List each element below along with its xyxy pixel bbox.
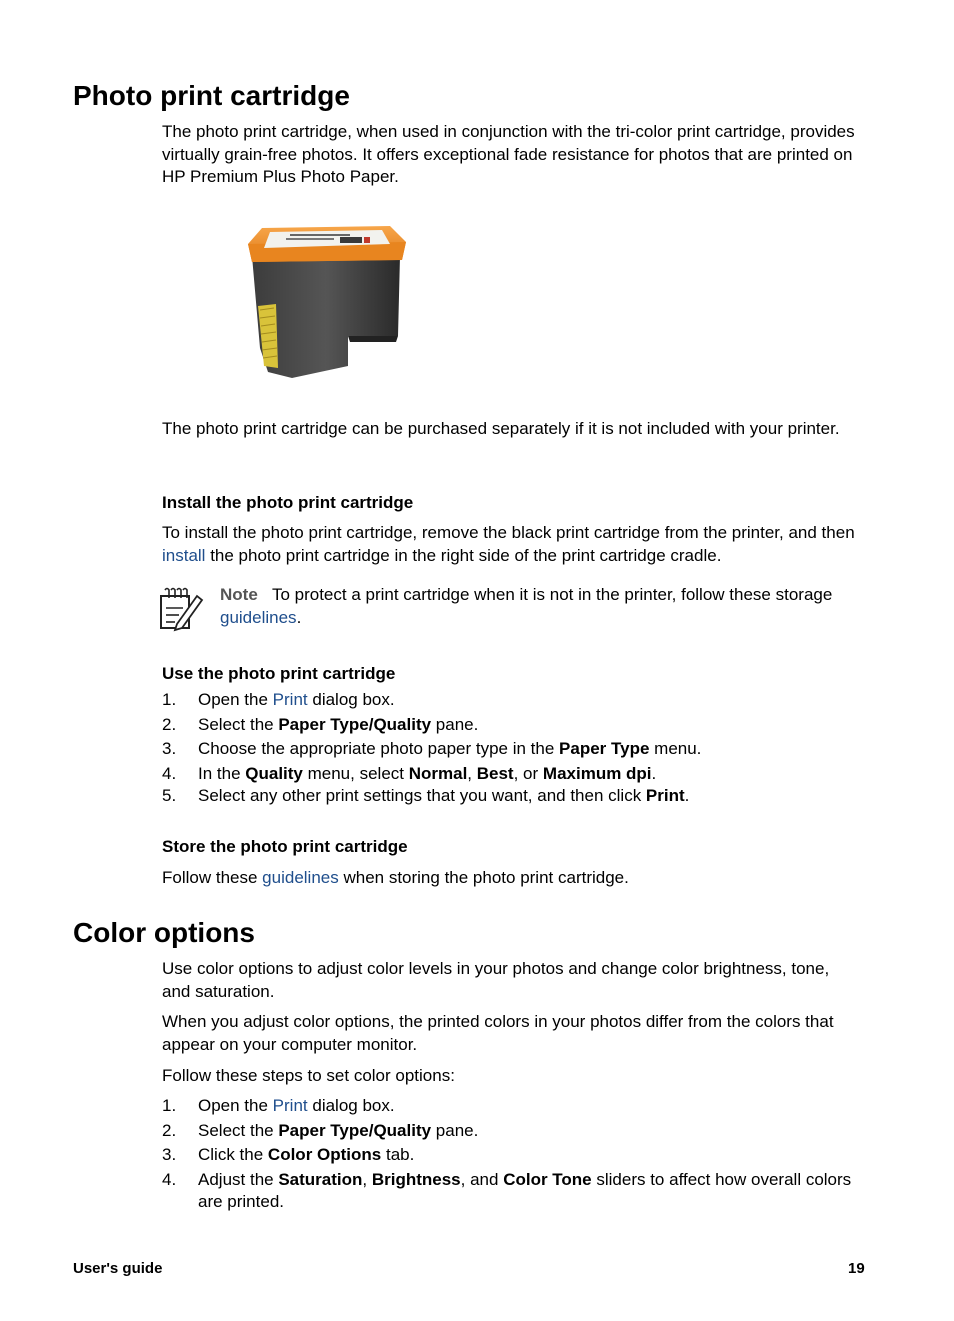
step-number: 2. <box>162 714 177 734</box>
store-text-after: when storing the photo print cartridge. <box>338 868 629 887</box>
note-paragraph <box>220 584 840 629</box>
step-bold: Best <box>476 763 514 783</box>
store-paragraph <box>162 867 862 890</box>
note-text-before: To protect a print cartridge when it is not in the printer, follow these storage <box>271 585 833 604</box>
use-steps-list <box>162 689 862 808</box>
step-bold: Paper Type/Quality <box>278 714 432 734</box>
list-item <box>162 1169 862 1214</box>
step-text: , and <box>460 1169 504 1189</box>
step-text: menu, select <box>302 763 409 783</box>
use-heading: Use the photo print cartridge <box>162 664 396 683</box>
step-bold: Paper Type <box>559 739 650 758</box>
step-number: 3. <box>162 1145 177 1164</box>
step-text: tab. <box>381 1145 415 1164</box>
step-text: pane. <box>431 714 479 734</box>
step-text: Click the <box>198 1145 268 1164</box>
step-number: 2. <box>162 1120 177 1140</box>
step-bold: Color Tone <box>503 1169 592 1189</box>
intro-paragraph: The photo print cartridge, when used in conjunction with the tri-color print cartridge, provides virtually grain-free photos. It offers exceptional fade resistance for photos that are printed on HP Premium Plus Photo Paper. <box>162 122 855 186</box>
step-text: Open the <box>198 1096 273 1115</box>
note-label: Note <box>220 585 258 604</box>
step-text: Select the <box>198 1120 279 1140</box>
step-text: menu. <box>649 739 702 758</box>
color-steps-list <box>162 1095 862 1214</box>
step-text: dialog box. <box>307 690 395 709</box>
page-number: 19 <box>848 1260 865 1277</box>
step-text: pane. <box>431 1120 479 1140</box>
footer-guide-title: User's guide <box>73 1260 163 1277</box>
color-monitor-paragraph: When you adjust color options, the printed colors in your photos differ from the colors that appear on your computer monitor. <box>162 1012 834 1054</box>
step-text: , <box>362 1169 372 1189</box>
step-number: 1. <box>162 1096 177 1115</box>
step-bold: Brightness <box>371 1169 461 1189</box>
list-item <box>162 1144 862 1167</box>
step-number: 3. <box>162 739 177 758</box>
store-heading: Store the photo print cartridge <box>162 837 408 856</box>
step-text: In the <box>198 763 246 783</box>
color-intro-paragraph: Use color options to adjust color levels in your photos and change color brightness, tone, and saturation. <box>162 959 830 1001</box>
purchase-paragraph: The photo print cartridge can be purchased separately if it is not included with your printer. <box>162 419 840 438</box>
step-text: , <box>467 763 477 783</box>
step-text: Select any other print settings that you want, and then click <box>198 786 646 805</box>
note-text-after: . <box>296 607 302 627</box>
list-item <box>162 1095 862 1118</box>
step-text: . <box>684 786 690 805</box>
section-title-color-options: Color options <box>73 917 255 948</box>
list-item <box>162 689 862 712</box>
step-number: 5. <box>162 786 177 805</box>
list-item <box>162 785 862 808</box>
note-guidelines-link[interactable]: guidelines <box>220 607 297 627</box>
print-link[interactable]: Print <box>272 1096 308 1115</box>
install-link[interactable]: install <box>162 545 206 565</box>
store-guidelines-link[interactable]: guidelines <box>262 868 339 887</box>
install-paragraph <box>162 522 867 567</box>
step-number: 4. <box>162 1169 177 1189</box>
list-item <box>162 1120 862 1143</box>
step-text: , or <box>513 763 543 783</box>
step-text: Select the <box>198 714 279 734</box>
step-bold: Maximum dpi <box>542 763 652 783</box>
section-title-photo-print-cartridge: Photo print cartridge <box>73 80 350 111</box>
step-text: Choose the appropriate photo paper type in the <box>198 739 560 758</box>
list-item <box>162 763 862 786</box>
step-bold: Saturation <box>278 1169 363 1189</box>
step-bold: Quality <box>245 763 303 783</box>
print-link[interactable]: Print <box>272 690 308 709</box>
note-pad-icon <box>157 586 205 632</box>
step-bold: Normal <box>408 763 468 783</box>
install-text-after: the photo print cartridge in the right side of the print cartridge cradle. <box>205 545 722 565</box>
step-bold: Print <box>645 786 685 805</box>
store-text-before: Follow these <box>162 868 263 887</box>
step-text: . <box>651 763 657 783</box>
list-item <box>162 714 862 737</box>
step-text: dialog box. <box>307 1096 395 1115</box>
step-bold: Color Options <box>267 1145 382 1164</box>
step-number: 4. <box>162 763 177 783</box>
step-text: Adjust the <box>198 1169 279 1189</box>
step-text: sliders to affect how overall colors are printed. <box>198 1169 852 1211</box>
step-bold: Paper Type/Quality <box>278 1120 432 1140</box>
color-steps-intro: Follow these steps to set color options: <box>162 1066 455 1085</box>
install-text-before: To install the photo print cartridge, remove the black print cartridge from the printer, and then <box>162 523 855 542</box>
photo-print-cartridge-image <box>240 218 415 388</box>
step-number: 1. <box>162 690 177 709</box>
list-item <box>162 738 862 761</box>
step-text: Open the <box>198 690 273 709</box>
install-heading: Install the photo print cartridge <box>162 493 414 512</box>
